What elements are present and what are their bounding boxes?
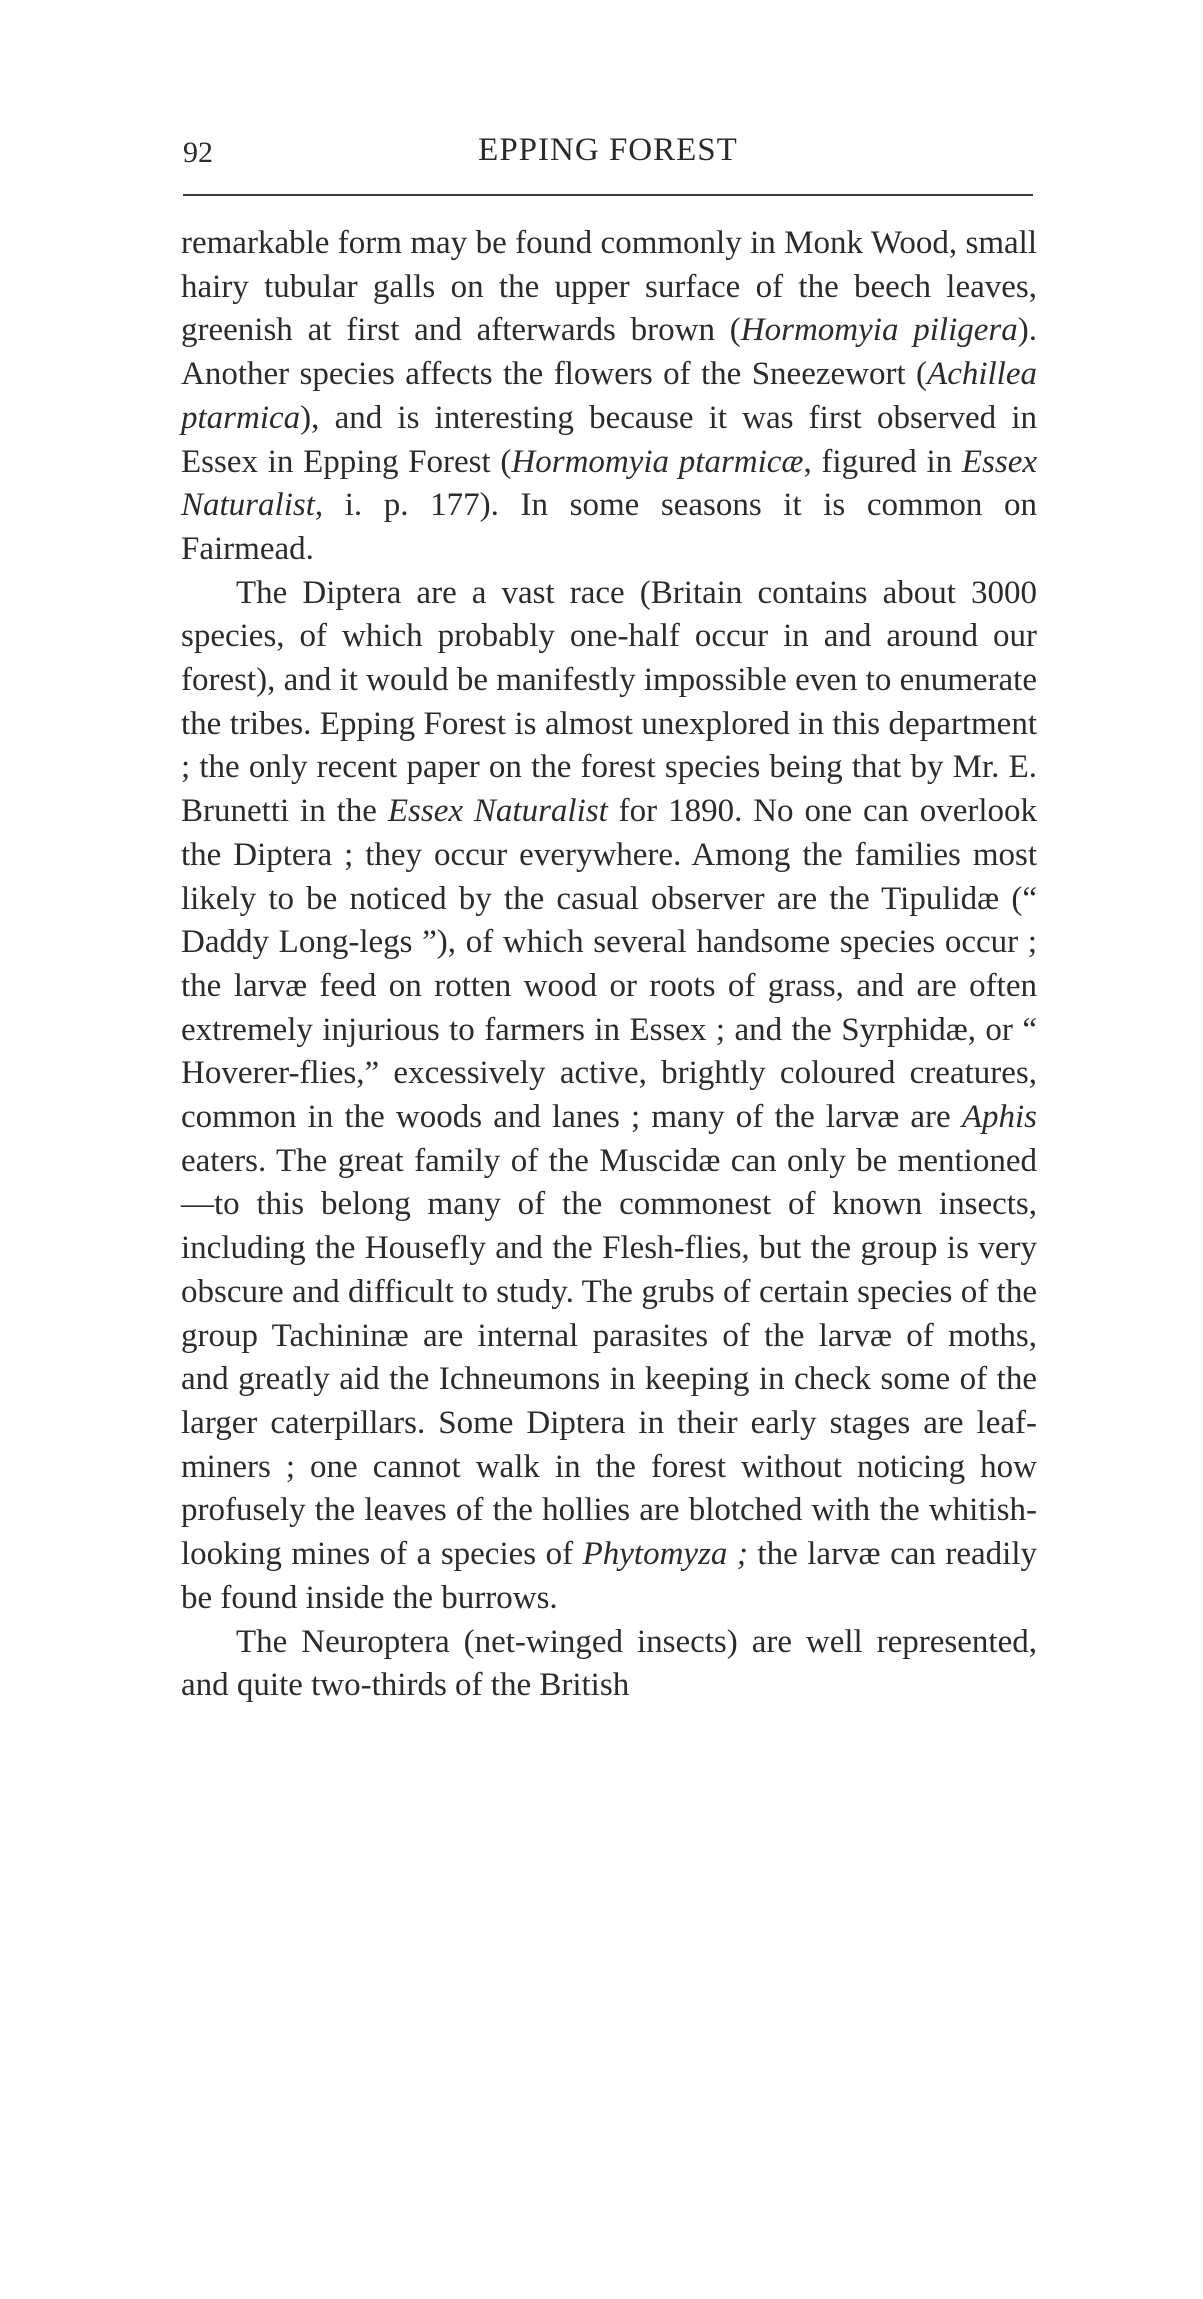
italic-run: Aphis (961, 1099, 1037, 1136)
page-number: 92 (183, 136, 213, 169)
paragraph-2 (181, 572, 1037, 1621)
text-run: the larvæ can readily be found inside the burrows. (181, 1536, 1037, 1616)
text-run: eaters. The great family of the Muscidæ can only be mentioned—to this belong many of the commonest of known insects, including the Housefly and the Flesh-flies, but the group is very obscure and difficult to study. The grubs of certain species of the group Tachininæ are internal parasites of the larvæ of moths, and greatly aid the Ichneumons in keeping in check some of the larger caterpillars. Some Diptera in their early stages are leaf-miners ; one cannot walk in the forest without noticing how profusely the leaves of the hollies are blotched with the whitish-looking mines of a species of (181, 1142, 1037, 1573)
header-rule (183, 194, 1033, 196)
text-run: The Diptera are a vast race (Britain contains about 3000 species, of which probably one-half occur in and around our forest), and it would be manifestly impossible even to enumerate the tribes. Epping Forest is almost unexplored in this department ; the only recent paper on the forest species being that by Mr. E. Brunetti in the (181, 574, 1037, 830)
text-run: ). Another species affects the flowers of the Sneezewort ( (181, 312, 1037, 393)
text-run: ), and is interesting because it was first observed in Essex in Epping Forest ( (181, 399, 1037, 480)
italic-run: Essex Naturalist (387, 793, 608, 830)
text-run: remarkable form may be found commonly in Monk Wood, small hairy tubular galls on the upper surface of the beech leaves, greenish at first and afterwards brown ( (181, 225, 1037, 349)
paragraph-1 (181, 222, 1037, 572)
text-run: for 1890. No one can overlook the Diptera ; they occur everywhere. Among the families most likely to be noticed by the casual observer are the Tipulidæ (“ Daddy Long-legs ”), of which several handsome species occur ; the larvæ feed on rotten wood or roots of grass, and are often extremely injurious to farmers in Essex ; and the Syrphidæ, or “ Hoverer-flies,” excessively active, brightly coloured creatures, common in the woods and lanes ; many of the larvæ are (181, 793, 1038, 1136)
paragraph-3 (181, 1621, 1037, 1708)
italic-run: Hormomyia piligera (740, 312, 1018, 349)
text-run: , i. p. 177). In some seasons it is common on Fairmead. (181, 487, 1037, 567)
running-title: EPPING FOREST (478, 132, 738, 168)
italic-run: Phytomyza ; (582, 1536, 748, 1573)
italic-run: Hormomyia ptarmicæ (511, 443, 804, 480)
italic-run: Achillea ptarmica (181, 356, 1037, 436)
italic-run: Essex Naturalist (181, 443, 1037, 524)
text-run: The Neuroptera (net-winged insects) are well represented, and quite two-thirds of the British (181, 1623, 1037, 1704)
text-run: , figured in (803, 443, 962, 480)
body-text (181, 222, 1037, 1708)
page-header (183, 132, 1033, 176)
